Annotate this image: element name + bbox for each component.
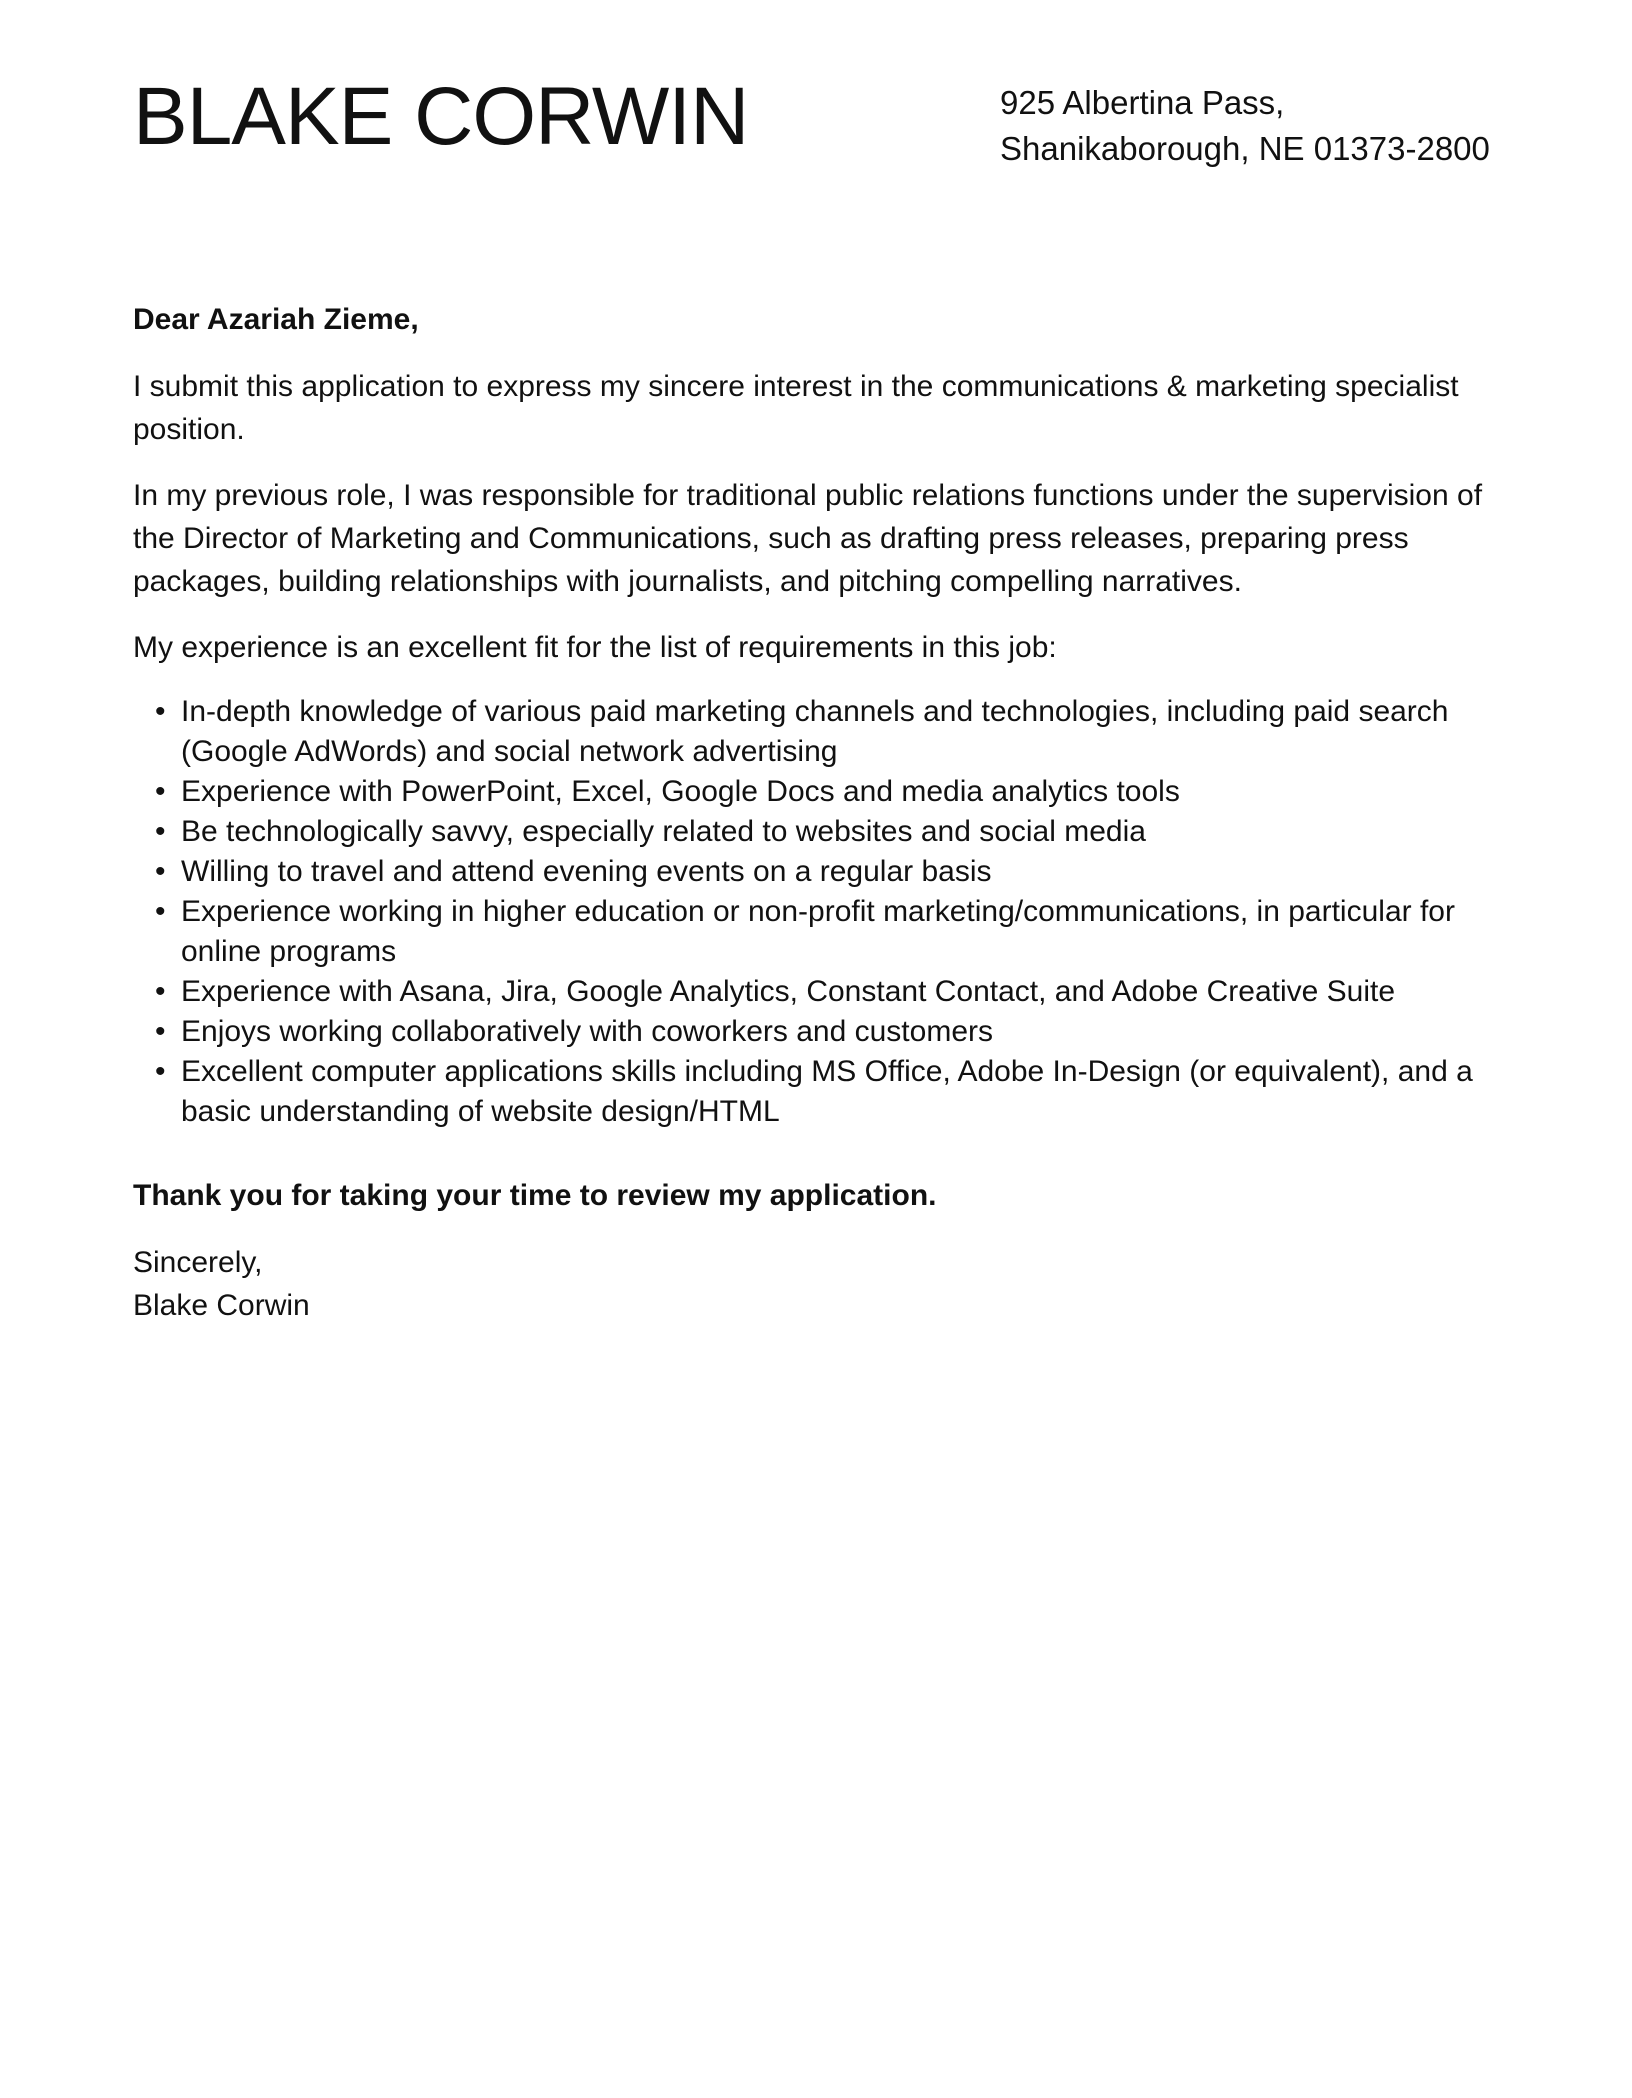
requirements-intro: My experience is an excellent fit for the list of requirements in this job: xyxy=(133,631,1057,664)
list-item xyxy=(155,692,1503,772)
list-item-text: Experience with Asana, Jira, Google Analytics, Constant Contact, and Adobe Creative Suite xyxy=(181,975,1396,1008)
list-item-text: Experience working in higher education or non-profit marketing/communications, in particular for online programs xyxy=(181,895,1455,968)
bullet-icon: • xyxy=(155,1055,166,1088)
applicant-address xyxy=(1000,80,1490,172)
list-item xyxy=(155,1052,1503,1132)
applicant-name: BLAKE CORWIN xyxy=(133,71,749,162)
letter-body xyxy=(133,298,1503,1350)
list-item-text: Be technologically savvy, especially related to websites and social media xyxy=(181,815,1146,848)
requirements-list xyxy=(133,692,1503,1132)
list-item-text: Experience with PowerPoint, Excel, Google Docs and media analytics tools xyxy=(181,775,1180,808)
intro-paragraph: I submit this application to express my sincere interest in the communications & marketing specialist position. xyxy=(133,370,1459,446)
list-item-text: Excellent computer applications skills including MS Office, Adobe In-Design (or equivalent), and a basic understanding of website design/HTML xyxy=(181,1055,1473,1128)
list-item xyxy=(155,812,1503,852)
list-item xyxy=(155,1012,1503,1052)
signoff-block xyxy=(133,1241,1503,1327)
list-item-text: In-depth knowledge of various paid marketing channels and technologies, including paid search (Google AdWords) and social network advertising xyxy=(181,695,1449,768)
bullet-icon: • xyxy=(155,855,166,888)
closing-line: Thank you for taking your time to review my application. xyxy=(133,1179,937,1212)
list-item xyxy=(155,972,1503,1012)
salutation: Dear Azariah Zieme, xyxy=(133,303,419,336)
list-item-text: Willing to travel and attend evening events on a regular basis xyxy=(181,855,992,888)
address-line-1: 925 Albertina Pass, xyxy=(1000,84,1285,121)
bullet-icon: • xyxy=(155,695,166,728)
bullet-icon: • xyxy=(155,975,166,1008)
bullet-icon: • xyxy=(155,895,166,928)
address-line-2: Shanikaborough, NE 01373-2800 xyxy=(1000,130,1490,167)
signature-name: Blake Corwin xyxy=(133,1289,310,1322)
list-item xyxy=(155,852,1503,892)
list-item xyxy=(155,892,1503,972)
bullet-icon: • xyxy=(155,815,166,848)
bullet-icon: • xyxy=(155,775,166,808)
bullet-icon: • xyxy=(155,1015,166,1048)
list-item xyxy=(155,772,1503,812)
list-item-text: Enjoys working collaboratively with coworkers and customers xyxy=(181,1015,993,1048)
experience-paragraph: In my previous role, I was responsible for traditional public relations functions under the supervision of the Director of Marketing and Communications, such as drafting press releases, preparing press packages, building relationships with journalists, and pitching compelling narratives. xyxy=(133,479,1483,598)
signoff: Sincerely, xyxy=(133,1246,263,1279)
